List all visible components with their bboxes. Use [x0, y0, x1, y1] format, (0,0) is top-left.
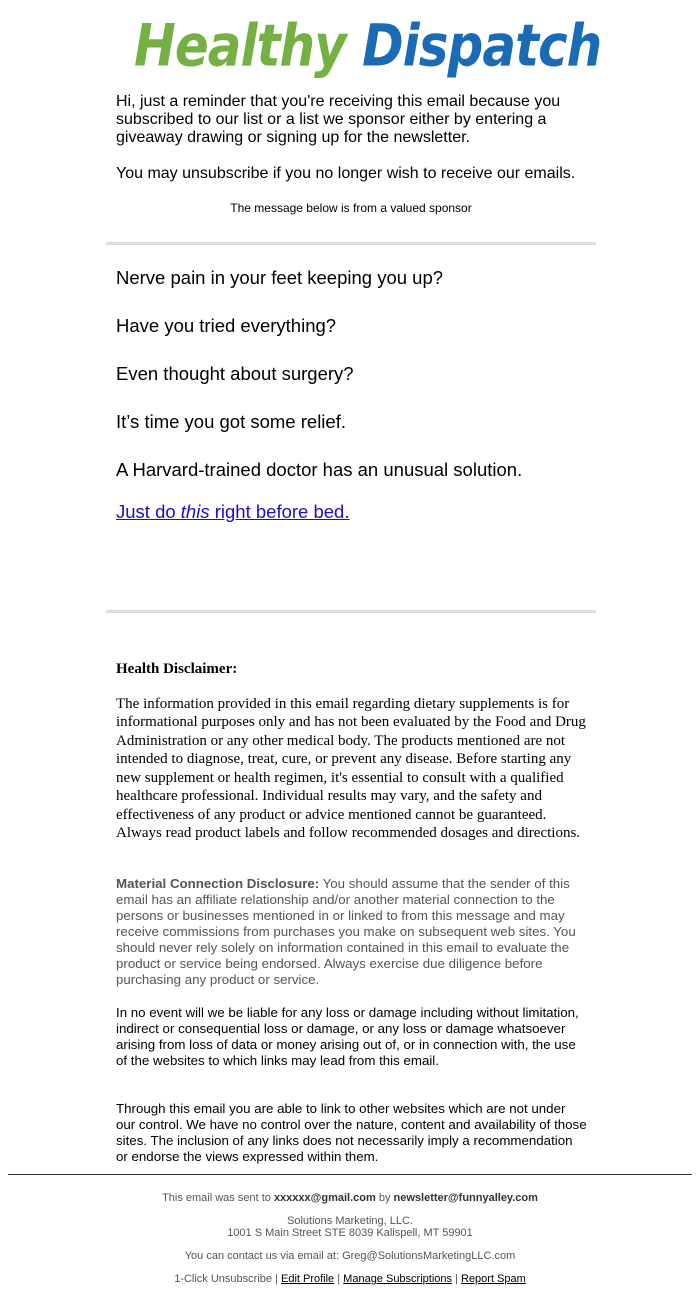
ad-link-pre: Just do: [116, 501, 181, 522]
ad-line: Have you tried everything?: [116, 315, 337, 336]
recipient-email: xxxxxx@gmail.com: [273, 1192, 376, 1204]
footer-divider: [8, 1174, 692, 1175]
ad-line: A Harvard-trained doctor has an unusual solution.: [116, 459, 523, 480]
logo-word-dispatch: Dispatch: [362, 12, 602, 80]
separator: |: [272, 1273, 281, 1285]
manage-subscriptions-link[interactable]: Manage Subscriptions: [343, 1273, 453, 1285]
contact-info: You can contact us via email at: Greg@SolutionsMarketingLLC.com: [184, 1250, 516, 1262]
intro-reminder: Hi, just a reminder that you're receiving this email because you subscribed to our list or a list we sponsor either by entering a giveaway drawing or signing up for the newsletter.: [116, 93, 561, 146]
by-label: by: [375, 1192, 394, 1204]
footer: [0, 1192, 700, 1293]
ad-line: It’s time you got some relief.: [116, 411, 346, 432]
liability-text: In no event will we be liable for any loss or damage including without limitation, indirect or consequential loss or damage, or any loss or damage whatsoever arising from loss of data or money arising out of, or in connection with, the use of the websites to which links may lead from this email.: [116, 1005, 579, 1068]
company-name: Solutions Marketing, LLC.: [287, 1215, 413, 1227]
material-body: You should assume that the sender of this email has an affiliate relationship and/or another material connection to the persons or businesses mentioned in or linked to from this message and may receive commissions from purchases you make on subsequent web sites. You should never rely solely on information contained in this email to evaluate the product or service being endorsed. Always exercise due diligence before purchasing any product or service.: [116, 876, 576, 987]
ad-line: Nerve pain in your feet keeping you up?: [116, 267, 444, 288]
intro-unsubscribe-note: You may unsubscribe if you no longer wish to receive our emails.: [116, 165, 576, 182]
external-links-text: Through this email you are able to link to other websites which are not under our control. We have no control over the nature, content and availability of those sites. The inclusion of any links does not necessarily imply a recommendation or endorse the views expressed within them.: [116, 1101, 587, 1164]
edit-profile-link[interactable]: Edit Profile: [280, 1273, 335, 1285]
divider: [106, 242, 596, 245]
material-disclosure: [116, 876, 588, 988]
ad-link-post: right before bed.: [209, 501, 350, 522]
ad-line: Even thought about surgery?: [116, 363, 354, 384]
ad-link-em: this: [180, 501, 210, 522]
sent-to-label: This email was sent to: [162, 1192, 274, 1204]
one-click-unsubscribe[interactable]: 1-Click Unsubscribe: [174, 1273, 272, 1285]
disclaimer-body: The information provided in this email regarding dietary supplements is for informational purposes only and has not been evaluated by the Food and Drug Administration or any other medical body. The products mentioned are not intended to diagnose, treat, cure, or prevent any disease. Before starting any new supplement or health regimen, it's essential to consult with a qualified healthcare professional. Individual results may vary, and the safety and effectiveness of any product or advice mentioned cannot be guaranteed. Always read product labels and follow recommended dosages and directions.: [116, 695, 586, 841]
divider: [106, 610, 596, 613]
logo-word-healthy: Healthy: [134, 12, 346, 80]
health-disclaimer: [116, 660, 588, 843]
ad-copy: [116, 267, 588, 549]
company-address: 1001 S Main Street STE 8039 Kalispell, MT 59901: [227, 1227, 473, 1239]
healthy-dispatch-logo: [128, 8, 602, 84]
ad-link[interactable]: [116, 501, 349, 522]
report-spam-link[interactable]: Report Spam: [461, 1273, 526, 1285]
intro: [116, 93, 588, 201]
sponsor-note: The message below is from a valued sponsor: [230, 201, 472, 215]
material-label: Material Connection Disclosure:: [116, 876, 320, 891]
separator: |: [334, 1273, 344, 1285]
disclaimer-title: Health Disclaimer:: [116, 661, 238, 677]
sender-email: newsletter@funnyalley.com: [393, 1192, 538, 1204]
separator: |: [452, 1273, 461, 1285]
